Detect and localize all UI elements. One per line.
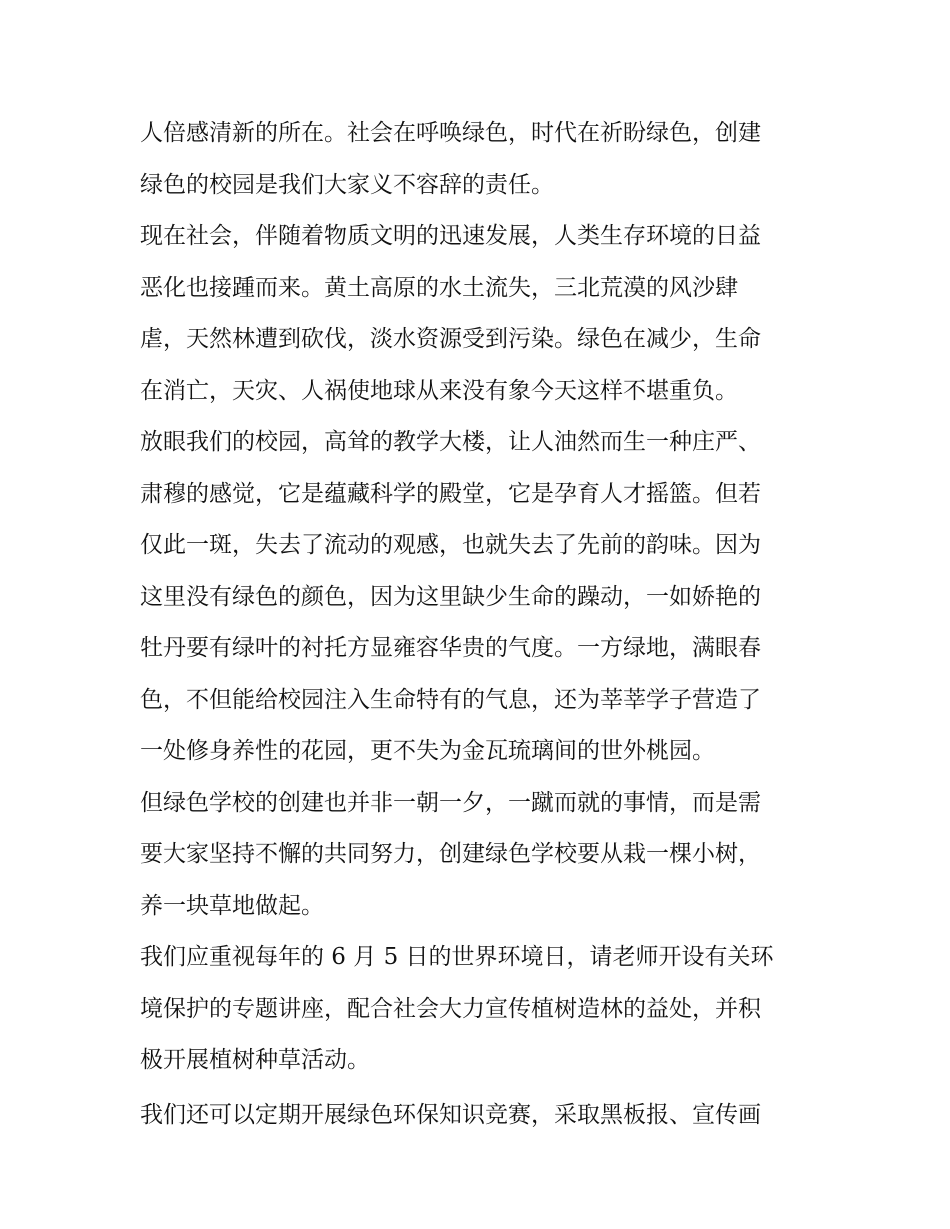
text-line: 我们应重视每年的 6 月 5 日的世界环境日，请老师开设有关环: [140, 944, 774, 970]
text-line: 要大家坚持不懈的共同努力，创建绿色学校要从栽一棵小树，: [140, 841, 761, 867]
paragraph-campus-view: [140, 417, 812, 778]
text-line: 这里没有绿色的颜色，因为这里缺少生命的躁动，一如娇艳的: [140, 583, 761, 610]
text-line: 肃穆的感觉，它是蕴藏科学的殿堂，它是孕育人才摇篮。但若: [140, 480, 761, 507]
text-line: 极开展植树种草活动。: [140, 1047, 370, 1073]
text-line: 人倍感清新的所在。社会在呼唤绿色，时代在祈盼绿色，创建: [140, 120, 761, 146]
text-line: 但绿色学校的创建也并非一朝一夕，一蹴而就的事情，而是需: [140, 789, 761, 816]
text-line: 恶化也接踵而来。黄土高原的水土流失，三北荒漠的风沙肆: [140, 274, 738, 301]
text-line: 我们还可以定期开展绿色环保知识竞赛，采取黑板报、宣传画: [140, 1101, 761, 1128]
paragraph-collective-effort: [140, 778, 812, 933]
paragraph-environment-day: [140, 932, 812, 1087]
text-line: 在消亡，天灾、人祸使地球从来没有象今天这样不堪重负。: [140, 377, 738, 404]
text-line: 境保护的专题讲座，配合社会大力宣传植树造林的益处，并积: [140, 995, 761, 1022]
text-line: 色，不但能给校园注入生命特有的气息，还为莘莘学子营造了: [140, 686, 761, 713]
paragraph-knowledge-contest: [140, 1090, 812, 1142]
paragraph-environment-crisis: [140, 211, 812, 417]
text-line: 虐，天然林遭到砍伐，淡水资源受到污染。绿色在减少，生命: [140, 326, 761, 352]
body-text: [140, 108, 812, 1141]
text-line: 一处修身养性的花园，更不失为金瓦琉璃间的世外桃园。: [140, 738, 715, 764]
text-line: 仅此一斑，失去了流动的观感，也就失去了先前的韵味。因为: [140, 532, 761, 558]
text-line: 现在社会，伴随着物质文明的迅速发展，人类生存环境的日益: [140, 223, 761, 249]
text-line: 绿色的校园是我们大家义不容辞的责任。: [140, 171, 554, 198]
text-line: 牡丹要有绿叶的衬托方显雍容华贵的气度。一方绿地，满眼春: [140, 635, 761, 661]
text-line: 养一块草地做起。: [140, 892, 324, 919]
text-line: 放眼我们的校园，高耸的教学大楼，让人油然而生一种庄严、: [140, 429, 761, 455]
paragraph-green-campus-intro: [140, 108, 812, 211]
